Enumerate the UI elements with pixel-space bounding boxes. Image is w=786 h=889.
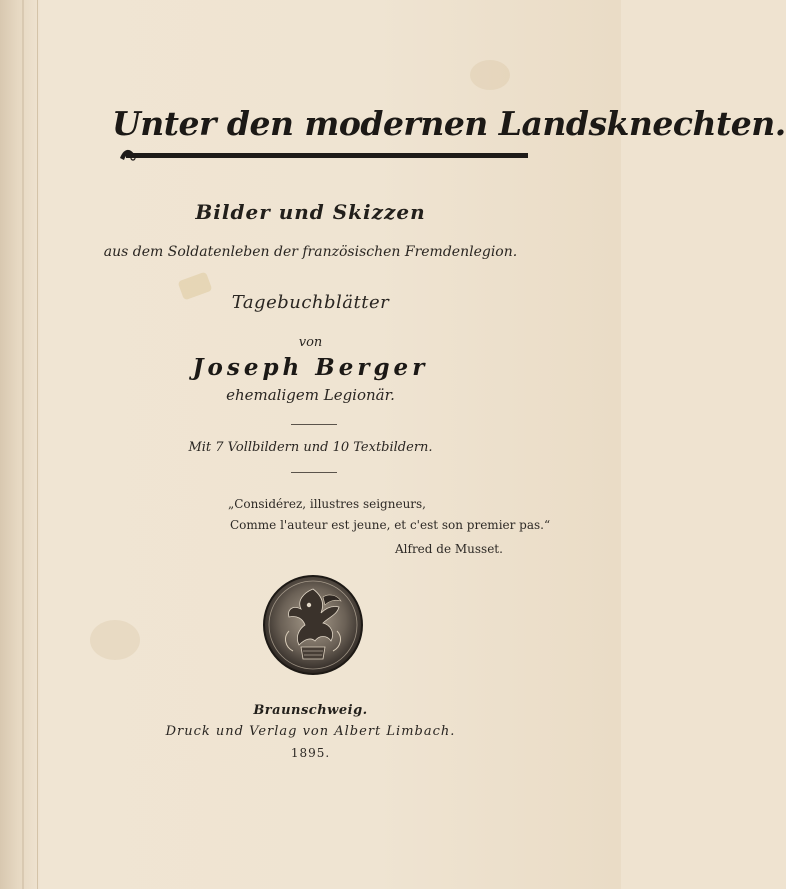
book-title: Unter den modernen Landsknechten. <box>112 104 786 143</box>
subtitle-detail: aus dem Soldatenleben der französischen Fremdenlegion. <box>103 244 518 260</box>
illustrations-note: Mit 7 Vollbildern und 10 Textbildern. <box>188 440 433 455</box>
epigraph-line-2: Comme l'auteur est jeune, et c'est son premier pas.“ <box>230 518 551 532</box>
foxing-stain <box>90 620 140 660</box>
divider <box>291 424 337 425</box>
by-line: von <box>298 335 323 350</box>
epigraph-line-1: „Considérez, illustres seigneurs, <box>228 497 426 511</box>
author-description: ehemaligem Legionär. <box>226 386 395 404</box>
book-subtitle: Bilder und Skizzen <box>195 200 426 224</box>
publisher-emblem-vignette <box>263 575 363 675</box>
epigraph-attribution: Alfred de Musset. <box>395 542 503 556</box>
publisher-line: Druck und Verlag von Albert Limbach. <box>165 724 456 739</box>
publication-city: Braunschweig. <box>253 703 368 718</box>
publication-year: 1895. <box>290 746 331 760</box>
title-underline <box>126 153 528 158</box>
foxing-stain <box>470 60 510 90</box>
author-name: Joseph Berger <box>192 354 429 381</box>
divider <box>291 472 337 473</box>
genre-line: Tagebuchblätter <box>231 292 390 313</box>
